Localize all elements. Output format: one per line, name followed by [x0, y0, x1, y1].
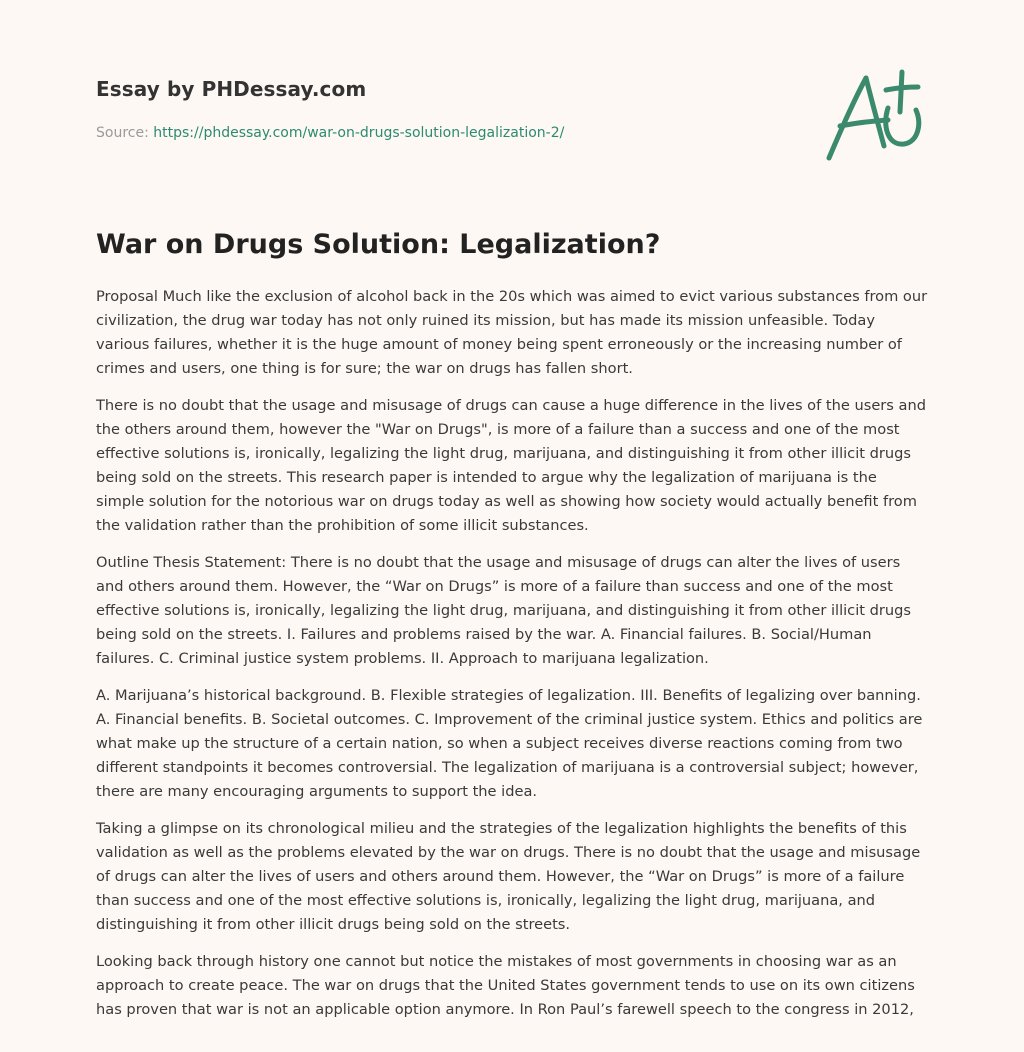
essay-paragraph: Taking a glimpse on its chronological milieu and the strategies of the legalization highlights the benefits of this validation as well as the problems elevated by the war on drugs. There is no doubt that the usage and misusage of drugs can alter the lives of users and others around them. However, the “War on Drugs” is more of a failure than success and one of the most effective solutions is, ironically, legalizing the light drug, marijuana, and distinguishing it from other illicit drugs being sold on the streets.	[96, 820, 921, 933]
essay-header	[96, 74, 796, 143]
essay-body	[96, 285, 928, 1035]
essay-paragraph: Proposal Much like the exclusion of alcohol back in the 20s which was aimed to evict various substances from our civilization, the drug war today has not only ruined its mission, but has made its mission unfeasible. Today various failures, whether it is the huge amount of money being spent erroneously or the increasing number of crimes and users, one thing is for sure; the war on drugs has fallen short.	[96, 288, 928, 377]
site-brand: Essay by PHDessay.com	[96, 77, 367, 101]
a-plus-grade-icon	[820, 66, 930, 166]
essay-paragraph: A. Marijuana’s historical background. B. Flexible strategies of legalization. III. Benefits of legalizing over banning. A. Financial benefits. B. Societal outcomes. C. Improvement of the criminal justice system. Ethics and politics are what make up the structure of a certain nation, so when a subject receives diverse reactions coming from two different standpoints it becomes controversial. The legalization of marijuana is a controversial subject; however, there are many encouraging arguments to support the idea.	[96, 687, 923, 800]
essay-title: War on Drugs Solution: Legalization?	[96, 229, 661, 260]
source-line	[96, 123, 796, 143]
essay-paragraph: Outline Thesis Statement: There is no doubt that the usage and misusage of drugs can alter the lives of users and others around them. However, the “War on Drugs” is more of a failure than success and one of the most effective solutions is, ironically, legalizing the light drug, marijuana, and distinguishing it from other illicit drugs being sold on the streets. I. Failures and problems raised by the war. A. Financial failures. B. Social/Human failures. C. Criminal justice system problems. II. Approach to marijuana legalization.	[96, 554, 912, 667]
essay-paragraph: Looking back through history one cannot but notice the mistakes of most governments in choosing war as an approach to create peace. The war on drugs that the United States government tends to use on its own citizens has proven that war is not an applicable option anymore. In Ron Paul’s farewell speech to the congress in 2012,	[96, 953, 915, 1018]
source-label: Source:	[96, 125, 154, 141]
essay-paragraph: There is no doubt that the usage and misusage of drugs can cause a huge difference in the lives of the users and the others around them, however the "War on Drugs", is more of a failure than a success and one of the most effective solutions is, ironically, legalizing the light drug, marijuana, and distinguishing it from other illicit drugs being sold on the streets. This research paper is intended to argue why the legalization of marijuana is the simple solution for the notorious war on drugs today as well as showing how society would actually benefit from the validation rather than the prohibition of some illicit substances.	[96, 397, 927, 534]
source-link[interactable]: https://phdessay.com/war-on-drugs-solution-legalization-2/	[153, 125, 565, 141]
